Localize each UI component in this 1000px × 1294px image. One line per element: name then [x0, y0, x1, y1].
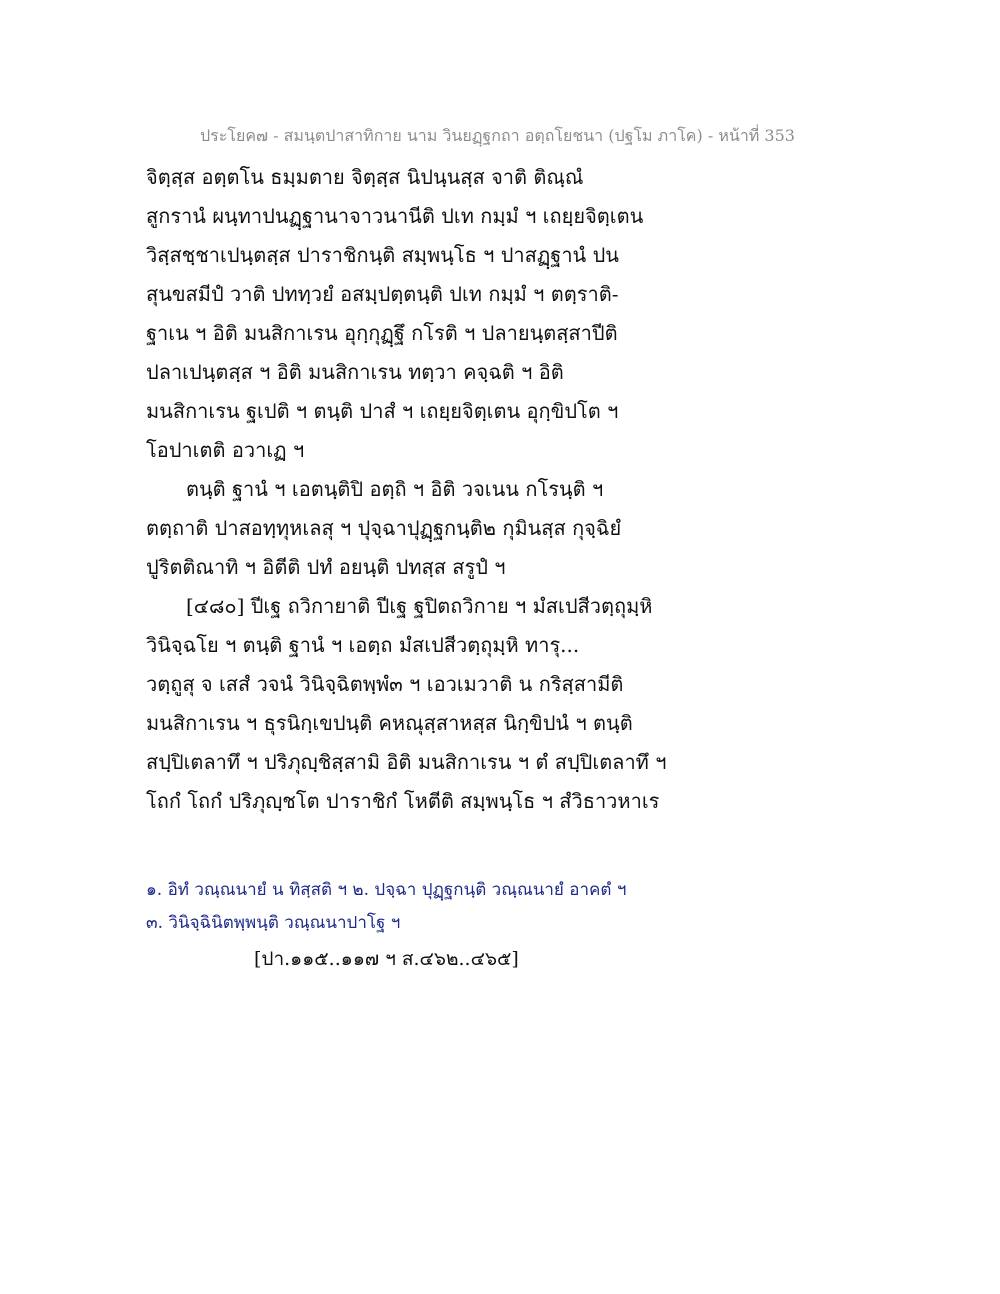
- body-line: โถกํ โถกํ ปริภุญฺชโต ปาราชิกํ โหตีติ สมฺพนฺโธ ฯ สํวิธาวหาเร: [146, 789, 660, 813]
- body-line: ปูริตติณาทิ ฯ อิตีติ ปทํ อยนฺติ ปทสฺส สรูปํ ฯ: [146, 555, 506, 579]
- body-line: ฐาเน ฯ อิติ มนสิกาเรน อุกฺกุฏฺฐึ กโรติ ฯ ปลายนฺตสฺสาปีติ: [146, 321, 618, 345]
- footnotes: [146, 874, 706, 940]
- body-line: จิตฺสฺส อตฺตโน ธมฺมตาย จิตฺสฺส นิปนฺนสฺส จาติ ติณฺณํ: [146, 165, 584, 189]
- body-line: มนสิกาเรน ฯ ธุรนิกฺเขปนฺติ คหณุสฺสาหสฺส นิกฺขิปนํ ฯ ตนฺติ: [146, 711, 633, 735]
- body-line: มนสิกาเรน ฐเปติ ฯ ตนฺติ ปาสํ ฯ เถยฺยจิตฺเตน อุกฺขิปโต ฯ: [146, 399, 619, 423]
- page-header: ประโยค๗ - สมนฺตปาสาทิกาย นาม วินยฏฺฐกถา อตฺถโยชนา (ปฐโม ภาโค) - หน้าที่ 353: [200, 126, 795, 145]
- body-line: ตตฺถาติ ปาสอทฺทุหเลสุ ฯ ปุจฺฉาปุฏฺฐกนฺติ๒ กุมินสฺส กุจฺฉิยํ: [146, 516, 622, 540]
- footnote: ๓. วินิจฺฉินิตพฺพนฺติ วณฺณนาปาโฐ ฯ: [146, 913, 401, 933]
- body-line: สปฺปิเตลาทึ ฯ ปริภุญฺชิสฺสามิ อิติ มนสิกาเรน ฯ ตํ สปฺปิเตลาทึ ฯ: [146, 750, 667, 774]
- body-line: ตนฺติ ฐานํ ฯ เอตนฺติปิ อตฺถิ ฯ อิติ วจเนน กโรนฺติ ฯ: [186, 477, 604, 501]
- body-line: วตฺถูสุ จ เสสํ วจนํ วินิจฺฉิตพฺพํ๓ ฯ เอวเมวาติ น กริสฺสามีติ: [146, 672, 624, 696]
- body-line: สุนขสมีปํ วาติ ปททฺวยํ อสมฺปตฺตนฺติ ปเท กมฺมํ ฯ ตตฺราติ-: [146, 282, 619, 306]
- body-line: วิสฺสชฺชาเปนฺตสฺส ปาราชิกนฺติ สมฺพนฺโธ ฯ ปาสฏฺฐานํ ปน: [146, 243, 619, 267]
- footnote: ๑. อิทํ วณฺณนายํ น ทิสฺสติ ฯ ๒. ปจฺฉา ปุฏฺฐกนฺติ วณฺณนายํ อาคตํ ฯ: [146, 880, 627, 900]
- body-line: วินิจฺฉโย ฯ ตนฺติ ฐานํ ฯ เอตฺถ มํสเปสีวตฺถุมฺหิ ทารุ...: [146, 633, 580, 657]
- page-reference: [ปา.๑๑๕..๑๑๗ ฯ ส.๔๖๒..๔๖๕]: [254, 948, 519, 970]
- body-text: [146, 158, 666, 821]
- body-line: สูกรานํ ผนฺทาปนฏฺฐานาจาวนานีติ ปเท กมฺมํ ฯ เถยฺยจิตฺเตน: [146, 204, 644, 228]
- body-line: [๔๘๐] ปีเฐ ถวิกายาติ ปีเฐ ฐปิตถวิกาย ฯ มํสเปสีวตฺถุมฺหิ: [186, 594, 653, 618]
- body-line: โอปาเตติ อวาเฏ ฯ: [146, 438, 305, 462]
- body-line: ปลาเปนฺตสฺส ฯ อิติ มนสิกาเรน ทตฺวา คจฺฉติ ฯ อิติ: [146, 360, 564, 384]
